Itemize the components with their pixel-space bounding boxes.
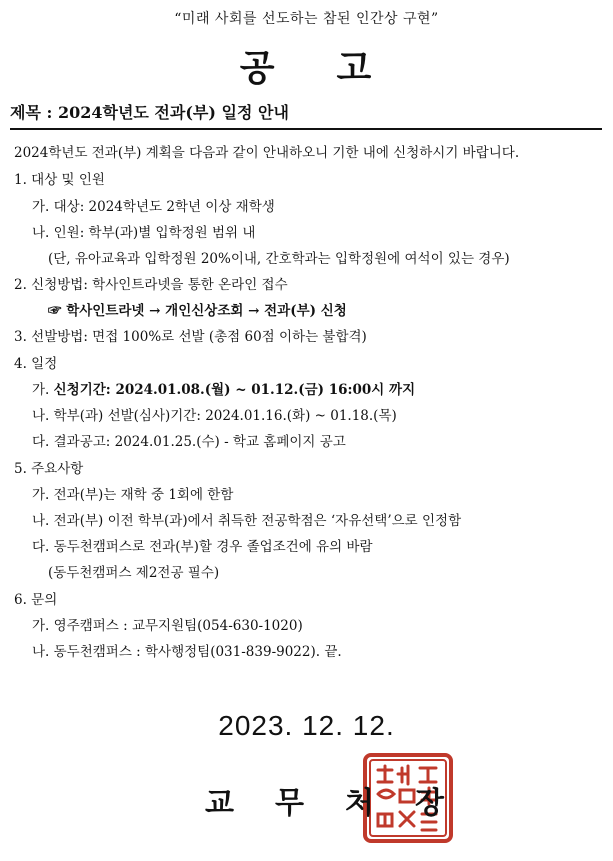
- notice-date: 2023. 12. 12.: [218, 710, 395, 741]
- section-6-item-a: 가. 영주캠퍼스 : 교무지원팀(054-630-1020): [32, 618, 303, 634]
- section-5-item-b: 나. 전과(부) 이전 학부(과)에서 취득한 전공학점은 ‘자유선택’으로 인정함: [32, 513, 462, 529]
- section-4-item-c: 다. 결과공고: 2024.01.25.(수) - 학교 홈페이지 공고: [32, 434, 346, 450]
- section-5-item-a: 가. 전과(부)는 재학 중 1회에 한함: [32, 487, 234, 503]
- section-5-title: 5. 주요사항: [14, 461, 84, 477]
- section-4-item-a-period: 신청기간: 2024.01.08.(월) ~ 01.12.(금) 16:00시 까지: [53, 382, 416, 398]
- section-5-note: (동두천캠퍼스 제2전공 필수): [48, 565, 220, 581]
- section-4-item-b: 나. 학부(과) 선발(심사)기간: 2024.01.16.(화) ~ 01.18.(목): [32, 408, 397, 424]
- section-2-title: 2. 신청방법: 학사인트라넷을 통한 온라인 접수: [14, 277, 288, 293]
- section-6-title: 6. 문의: [14, 592, 58, 608]
- section-1-title: 1. 대상 및 인원: [14, 172, 105, 188]
- section-2-path: ☞ 학사인트라넷 → 개인신상조회 → 전과(부) 신청: [48, 303, 347, 319]
- section-5-item-c: 다. 동두천캠퍼스로 전과(부)할 경우 졸업조건에 유의 바람: [32, 539, 373, 555]
- motto: “미래 사회를 선도하는 참된 인간상 구현”: [174, 11, 439, 27]
- section-1-item-a: 가. 대상: 2024학년도 2학년 이상 재학생: [32, 199, 275, 215]
- section-6-item-b: 나. 동두천캠퍼스 : 학사행정팀(031-839-9022). 끝.: [32, 644, 342, 660]
- section-1-note: (단, 유아교육과 입학정원 20%이내, 간호학과는 입학정원에 여석이 있는 경우): [48, 251, 510, 267]
- section-4-item-a: [32, 381, 415, 399]
- heading-char-1: 공: [239, 47, 277, 89]
- intro-text: 2024학년도 전과(부) 계획을 다음과 같이 안내하오니 기한 내에 신청하시기 바랍니다.: [14, 145, 520, 161]
- notice-heading: [0, 40, 613, 91]
- notice-subject: 제목 : 2024학년도 전과(부) 일정 안내: [10, 100, 602, 130]
- issuer-char-3: 처: [345, 786, 374, 821]
- section-4-item-a-label: 가.: [32, 382, 54, 398]
- issuer-char-2: 무: [275, 786, 304, 821]
- heading-char-2: 고: [336, 47, 374, 89]
- section-1-item-b: 나. 인원: 학부(과)별 입학정원 범위 내: [32, 225, 256, 241]
- issuer-char-4: 장: [415, 786, 444, 821]
- issuer-name: [205, 778, 485, 822]
- section-3-title: 3. 선발방법: 면접 100%로 선발 (총점 60점 이하는 불합격): [14, 329, 367, 345]
- section-4-title: 4. 일정: [14, 356, 58, 372]
- issuer-char-1: 교: [205, 786, 234, 821]
